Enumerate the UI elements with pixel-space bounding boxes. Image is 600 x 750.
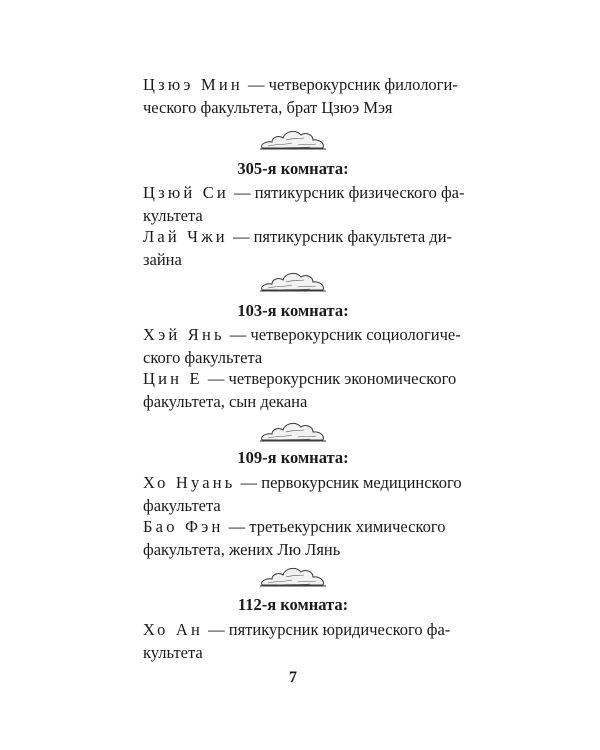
character-description: — четверокурсник экономического (203, 369, 457, 388)
entry-line-continued: факультета, жених Лю Лянь (143, 540, 341, 559)
character-name: Хэй Янь (143, 325, 225, 344)
cloud-ornament-icon (258, 126, 328, 152)
character-entry (143, 367, 457, 413)
entry-line (143, 367, 457, 390)
entry-line-continued: ческого факультета, брат Цзюэ Мэя (143, 98, 393, 117)
character-name: Цзюэ Мин (143, 75, 243, 94)
character-entry (143, 73, 458, 119)
character-entry (143, 515, 446, 561)
character-name: Цзюй Си (143, 183, 229, 202)
room-heading: 103-я комната: (237, 301, 349, 320)
entry-line-continued: факультета, сын декана (143, 392, 308, 411)
character-description: — пятикурсник факультета ди- (228, 227, 453, 246)
character-description: — пятикурсник юридического фа- (204, 620, 451, 639)
entry-line (143, 618, 451, 641)
room-heading: 109-я комната: (237, 448, 349, 467)
entry-line (143, 323, 461, 346)
character-entry (143, 471, 462, 517)
cloud-ornament-icon (258, 418, 328, 444)
entry-line-continued: зайна (143, 250, 182, 269)
page-number: 7 (289, 669, 297, 686)
entry-line-continued: культета (143, 643, 203, 662)
character-description: — третьекурсник химического (224, 517, 446, 536)
entry-line-continued: ского факультета (143, 348, 263, 367)
character-entry (143, 181, 465, 227)
character-name: Бао Фэн (143, 517, 224, 536)
entry-line (143, 181, 465, 204)
entry-line (143, 515, 446, 538)
character-name: Хо Нуань (143, 473, 236, 492)
character-entry (143, 323, 461, 369)
entry-line (143, 73, 458, 96)
entry-line-continued: факультета (143, 496, 221, 515)
character-description: — первокурсник медицинского (236, 473, 462, 492)
entry-line-continued: культета (143, 206, 203, 225)
character-description: — четверокурсник социологиче- (225, 325, 461, 344)
character-entry (143, 225, 453, 271)
character-name: Лай Чжи (143, 227, 228, 246)
character-name: Хо Ан (143, 620, 203, 639)
character-description: — пятикурсник физического фа- (229, 183, 465, 202)
room-heading: 112-я комната: (237, 595, 349, 614)
room-heading: 305-я комната: (237, 159, 349, 178)
entry-line (143, 225, 453, 248)
character-entry (143, 618, 451, 664)
character-name: Цин Е (143, 369, 203, 388)
entry-line (143, 471, 462, 494)
cloud-ornament-icon (258, 563, 328, 589)
cloud-ornament-icon (258, 268, 328, 294)
character-description: — четверокурсник филологи- (243, 75, 458, 94)
